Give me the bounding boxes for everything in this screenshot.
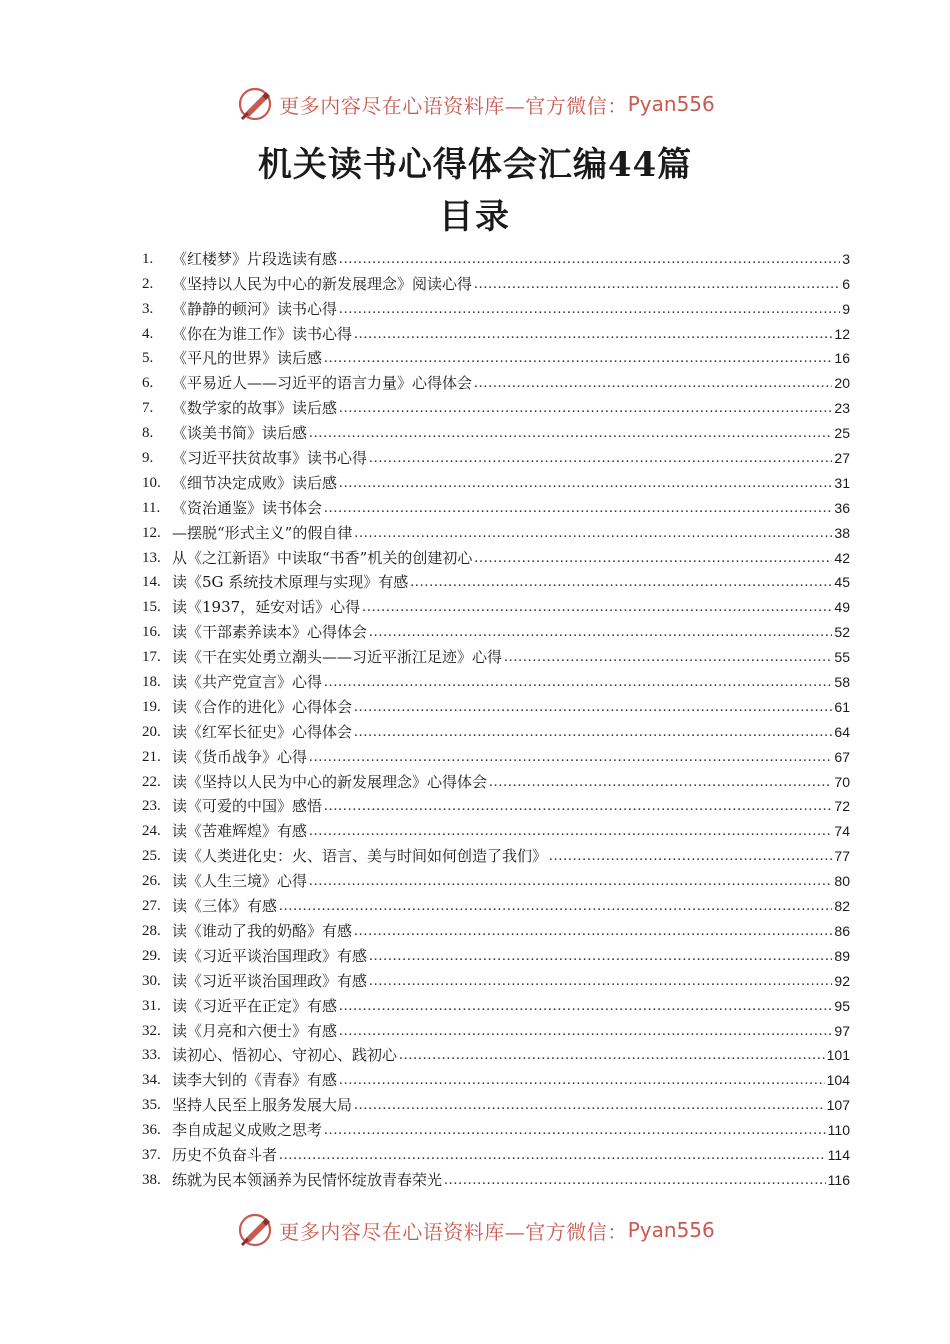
toc-entry[interactable] <box>142 1164 850 1189</box>
toc-entry-number: 31. <box>142 997 161 1014</box>
toc-entry-page: 49 <box>834 599 850 616</box>
toc-leader-dots <box>309 424 832 442</box>
toc-entry-number: 13. <box>142 549 161 566</box>
toc-entry[interactable] <box>142 467 850 492</box>
toc-leader-dots <box>339 997 832 1015</box>
toc-entry[interactable] <box>142 940 850 965</box>
toc-entry-label: 读《月亮和六便士》有感 <box>172 1021 338 1040</box>
toc-entry-number: 15. <box>142 599 161 616</box>
toc-entry[interactable] <box>142 591 850 616</box>
toc-entry-number: 16. <box>142 624 161 641</box>
toc-leader-dots <box>444 1171 826 1189</box>
toc-entry-number: 11. <box>142 499 161 516</box>
toc-leader-dots <box>489 773 832 791</box>
toc-entry-page: 20 <box>834 375 850 392</box>
toc-entry[interactable] <box>142 268 850 293</box>
toc-leader-dots <box>369 623 832 641</box>
toc-entry-page: 45 <box>834 574 850 591</box>
toc-entry-label: 《习近平扶贫故事》读书心得 <box>172 449 368 468</box>
toc-entry[interactable] <box>142 293 850 318</box>
toc-entry-number: 34. <box>142 1072 161 1089</box>
toc-entry[interactable] <box>142 1040 850 1065</box>
toc-entry-label: 读《习近平谈治国理政》有感 <box>172 971 368 990</box>
toc-entry-page: 86 <box>834 922 850 939</box>
toc-entry-number: 28. <box>142 922 161 939</box>
toc-leader-dots <box>354 922 832 940</box>
toc-entry-label: 读《谁动了我的奶酪》有感 <box>172 921 353 940</box>
toc-entry[interactable] <box>142 840 850 865</box>
toc-entry[interactable] <box>142 1114 850 1139</box>
toc-entry[interactable] <box>142 890 850 915</box>
toc-entry-label: 《谈美书简》读后感 <box>172 424 308 443</box>
toc-entry-label: 读《习近平在正定》有感 <box>172 996 338 1015</box>
toc-entry-label: 《坚持以人民为中心的新发展理念》阅读心得 <box>172 274 473 293</box>
toc-entry-label: 李自成起义成败之思考 <box>172 1121 323 1140</box>
toc-entry-number: 21. <box>142 748 161 765</box>
toc-entry-label: 《红楼梦》片段选读有感 <box>172 249 338 268</box>
toc-leader-dots <box>369 449 832 467</box>
document-title: 机关读书心得体会汇编44篇 <box>257 145 693 185</box>
toc-entry-page: 58 <box>834 674 850 691</box>
toc-entry-label: 读《货币战争》心得 <box>172 747 308 766</box>
fountain-pen-logo-icon <box>235 84 275 124</box>
toc-entry-label: 《静静的顿河》读书心得 <box>172 299 338 318</box>
toc-entry-page: 95 <box>834 997 850 1014</box>
toc-entry-number: 5. <box>142 350 154 367</box>
toc-entry-page: 25 <box>834 425 850 442</box>
toc-entry-page: 110 <box>827 1122 850 1139</box>
toc-entry-label: 读《1937，延安对话》心得 <box>172 598 361 617</box>
toc-entry-number: 30. <box>142 972 161 989</box>
toc-entry-page: 82 <box>834 898 850 915</box>
toc-entry[interactable] <box>142 1139 850 1164</box>
toc-entry[interactable] <box>142 567 850 592</box>
fountain-pen-logo-icon <box>235 1210 275 1250</box>
toc-leader-dots <box>474 549 832 567</box>
toc-leader-dots <box>369 947 832 965</box>
toc-entry-number: 9. <box>142 450 154 467</box>
toc-entry[interactable] <box>142 616 850 641</box>
toc-entry-label: 《平易近人——习近平的语言力量》心得体会 <box>172 374 473 393</box>
banner-wechat-id: Pyan556 <box>627 92 715 116</box>
toc-entry-label: 读《三体》有感 <box>172 897 278 916</box>
toc-leader-dots <box>324 673 832 691</box>
toc-leader-dots <box>354 698 832 716</box>
toc-entry-label: 读李大钊的《青春》有感 <box>172 1071 338 1090</box>
banner-wechat-id: Pyan556 <box>627 1218 715 1242</box>
toc-leader-dots <box>410 573 832 591</box>
toc-leader-dots <box>354 325 832 343</box>
toc-entry-page: 74 <box>834 823 850 840</box>
toc-entry-number: 12. <box>142 524 161 541</box>
toc-entry-page: 67 <box>834 748 850 765</box>
toc-entry-number: 19. <box>142 698 161 715</box>
toc-entry-page: 36 <box>834 499 850 516</box>
toc-entry[interactable] <box>142 1064 850 1089</box>
toc-entry-number: 22. <box>142 773 161 790</box>
toc-entry-label: 《细节决定成败》读后感 <box>172 473 338 492</box>
toc-entry-number: 2. <box>142 275 154 292</box>
toc-entry-page: 23 <box>834 400 850 417</box>
toc-leader-dots <box>309 822 832 840</box>
toc-entry-label: 读《坚持以人民为中心的新发展理念》心得体会 <box>172 772 488 791</box>
toc-leader-dots <box>549 847 832 865</box>
toc-entry-page: 6 <box>842 275 850 292</box>
toc-entry-page: 114 <box>827 1146 850 1163</box>
toc-leader-dots <box>399 1046 825 1064</box>
toc-entry-number: 26. <box>142 873 161 890</box>
table-of-contents <box>142 243 850 1189</box>
toc-entry-number: 33. <box>142 1047 161 1064</box>
toc-entry-page: 116 <box>827 1171 850 1188</box>
toc-entry-label: 《平凡的世界》读后感 <box>172 349 323 368</box>
toc-entry[interactable] <box>142 1089 850 1114</box>
toc-entry-page: 89 <box>834 947 850 964</box>
toc-entry-page: 64 <box>834 723 850 740</box>
toc-entry[interactable] <box>142 243 850 268</box>
toc-entry-label: 历史不负奋斗者 <box>172 1145 278 1164</box>
toc-entry-page: 31 <box>834 474 850 491</box>
toc-entry-number: 7. <box>142 400 154 417</box>
toc-entry-label: 读《5G 系统技术原理与实现》有感 <box>172 573 409 592</box>
toc-entry[interactable] <box>142 965 850 990</box>
toc-entry-number: 8. <box>142 425 154 442</box>
toc-entry[interactable] <box>142 367 850 392</box>
toc-entry[interactable] <box>142 641 850 666</box>
toc-leader-dots <box>339 1022 832 1040</box>
toc-entry-label: 读《人类进化史：火、语言、美与时间如何创造了我们》 <box>172 847 548 866</box>
toc-entry-label: 读《干在实处勇立潮头——习近平浙江足迹》心得 <box>172 648 503 667</box>
toc-entry-number: 38. <box>142 1171 161 1188</box>
toc-entry[interactable] <box>142 915 850 940</box>
toc-entry-label: 《资治通鉴》读书体会 <box>172 498 323 517</box>
toc-entry-page: 97 <box>834 1022 850 1039</box>
toc-leader-dots <box>339 399 832 417</box>
toc-entry[interactable] <box>142 392 850 417</box>
toc-entry[interactable] <box>142 542 850 567</box>
toc-entry-number: 37. <box>142 1146 161 1163</box>
toc-entry-page: 61 <box>834 698 850 715</box>
toc-entry-label: 《你在为谁工作》读书心得 <box>172 324 353 343</box>
toc-leader-dots <box>362 598 832 616</box>
toc-entry[interactable] <box>142 691 850 716</box>
toc-entry-number: 35. <box>142 1097 161 1114</box>
toc-leader-dots <box>279 1146 826 1164</box>
toc-entry-page: 80 <box>834 873 850 890</box>
toc-entry-number: 18. <box>142 674 161 691</box>
toc-entry-label: 读《人生三境》心得 <box>172 872 308 891</box>
toc-heading: 目录 <box>439 197 511 237</box>
toc-entry-number: 1. <box>142 250 154 267</box>
toc-leader-dots <box>324 1121 826 1139</box>
toc-entry-number: 24. <box>142 823 161 840</box>
toc-entry-page: 92 <box>834 972 850 989</box>
toc-entry-label: 《数学家的故事》读后感 <box>172 399 338 418</box>
footer-banner <box>0 1210 950 1250</box>
toc-entry[interactable] <box>142 343 850 368</box>
toc-entry-label: 读《红军长征史》心得体会 <box>172 722 353 741</box>
toc-entry-page: 27 <box>834 450 850 467</box>
toc-entry[interactable] <box>142 815 850 840</box>
toc-entry-number: 20. <box>142 723 161 740</box>
toc-entry[interactable] <box>142 492 850 517</box>
toc-entry-label: 练就为民本领涵养为民情怀绽放青春荣光 <box>172 1170 443 1189</box>
toc-leader-dots <box>279 897 832 915</box>
toc-entry[interactable] <box>142 417 850 442</box>
toc-leader-dots <box>309 872 832 890</box>
toc-entry-label: 读《共产党宣言》心得 <box>172 673 323 692</box>
toc-entry-label: 坚持人民至上服务发展大局 <box>172 1096 353 1115</box>
toc-leader-dots <box>324 349 832 367</box>
toc-entry-page: 52 <box>834 624 850 641</box>
toc-entry[interactable] <box>142 517 850 542</box>
toc-entry-number: 3. <box>142 300 154 317</box>
toc-entry-label: —摆脱“形式主义”的假自律 <box>172 523 353 542</box>
toc-entry[interactable] <box>142 865 850 890</box>
toc-entry-number: 32. <box>142 1022 161 1039</box>
toc-entry-number: 14. <box>142 574 161 591</box>
toc-leader-dots <box>339 1071 825 1089</box>
toc-entry-page: 101 <box>826 1047 850 1064</box>
toc-entry-number: 6. <box>142 375 154 392</box>
toc-entry-page: 55 <box>834 649 850 666</box>
toc-entry-label: 读《苦难辉煌》有感 <box>172 822 308 841</box>
toc-entry-page: 12 <box>834 325 850 342</box>
header-banner <box>0 84 950 124</box>
toc-leader-dots <box>324 797 832 815</box>
toc-entry-label: 读《可爱的中国》感悟 <box>172 797 323 816</box>
toc-entry[interactable] <box>142 1015 850 1040</box>
toc-entry-number: 27. <box>142 898 161 915</box>
toc-entry-page: 107 <box>826 1097 850 1114</box>
toc-entry-page: 16 <box>834 350 850 367</box>
toc-leader-dots <box>504 648 832 666</box>
toc-entry-page: 70 <box>834 773 850 790</box>
toc-entry-number: 10. <box>142 474 161 491</box>
toc-entry-page: 42 <box>834 549 850 566</box>
toc-entry[interactable] <box>142 442 850 467</box>
toc-leader-dots <box>339 250 840 268</box>
toc-entry-label: 读《合作的进化》心得体会 <box>172 697 353 716</box>
banner-text: 更多内容尽在心语资料库—官方微信： <box>279 1219 628 1244</box>
toc-entry-page: 104 <box>826 1072 850 1089</box>
toc-entry[interactable] <box>142 716 850 741</box>
banner-text: 更多内容尽在心语资料库—官方微信： <box>279 93 628 118</box>
toc-leader-dots <box>309 748 832 766</box>
toc-entry-number: 17. <box>142 649 161 666</box>
toc-entry-number: 25. <box>142 848 161 865</box>
toc-entry[interactable] <box>142 766 850 791</box>
toc-entry-label: 读初心、悟初心、守初心、践初心 <box>172 1046 398 1065</box>
toc-entry[interactable] <box>142 666 850 691</box>
toc-entry-number: 29. <box>142 947 161 964</box>
toc-leader-dots <box>354 1096 825 1114</box>
toc-leader-dots <box>354 524 832 542</box>
toc-entry-label: 读《习近平谈治国理政》有感 <box>172 946 368 965</box>
toc-entry[interactable] <box>142 990 850 1015</box>
toc-entry-number: 4. <box>142 325 154 342</box>
toc-leader-dots <box>339 474 832 492</box>
toc-entry[interactable] <box>142 318 850 343</box>
toc-entry-label: 读《干部素养读本》心得体会 <box>172 623 368 642</box>
toc-entry-page: 77 <box>834 848 850 865</box>
toc-leader-dots <box>324 499 832 517</box>
toc-entry-page: 72 <box>834 798 850 815</box>
toc-entry-number: 36. <box>142 1122 161 1139</box>
toc-leader-dots <box>339 300 840 318</box>
toc-entry[interactable] <box>142 741 850 766</box>
toc-entry-number: 23. <box>142 798 161 815</box>
toc-leader-dots <box>354 723 832 741</box>
toc-entry-page: 3 <box>842 250 850 267</box>
toc-leader-dots <box>474 374 832 392</box>
toc-leader-dots <box>369 972 832 990</box>
toc-entry[interactable] <box>142 791 850 816</box>
toc-entry-label: 从《之江新语》中读取“书香”机关的创建初心 <box>172 548 473 567</box>
toc-leader-dots <box>474 275 840 293</box>
toc-entry-page: 9 <box>842 300 850 317</box>
toc-entry-page: 38 <box>834 524 850 541</box>
